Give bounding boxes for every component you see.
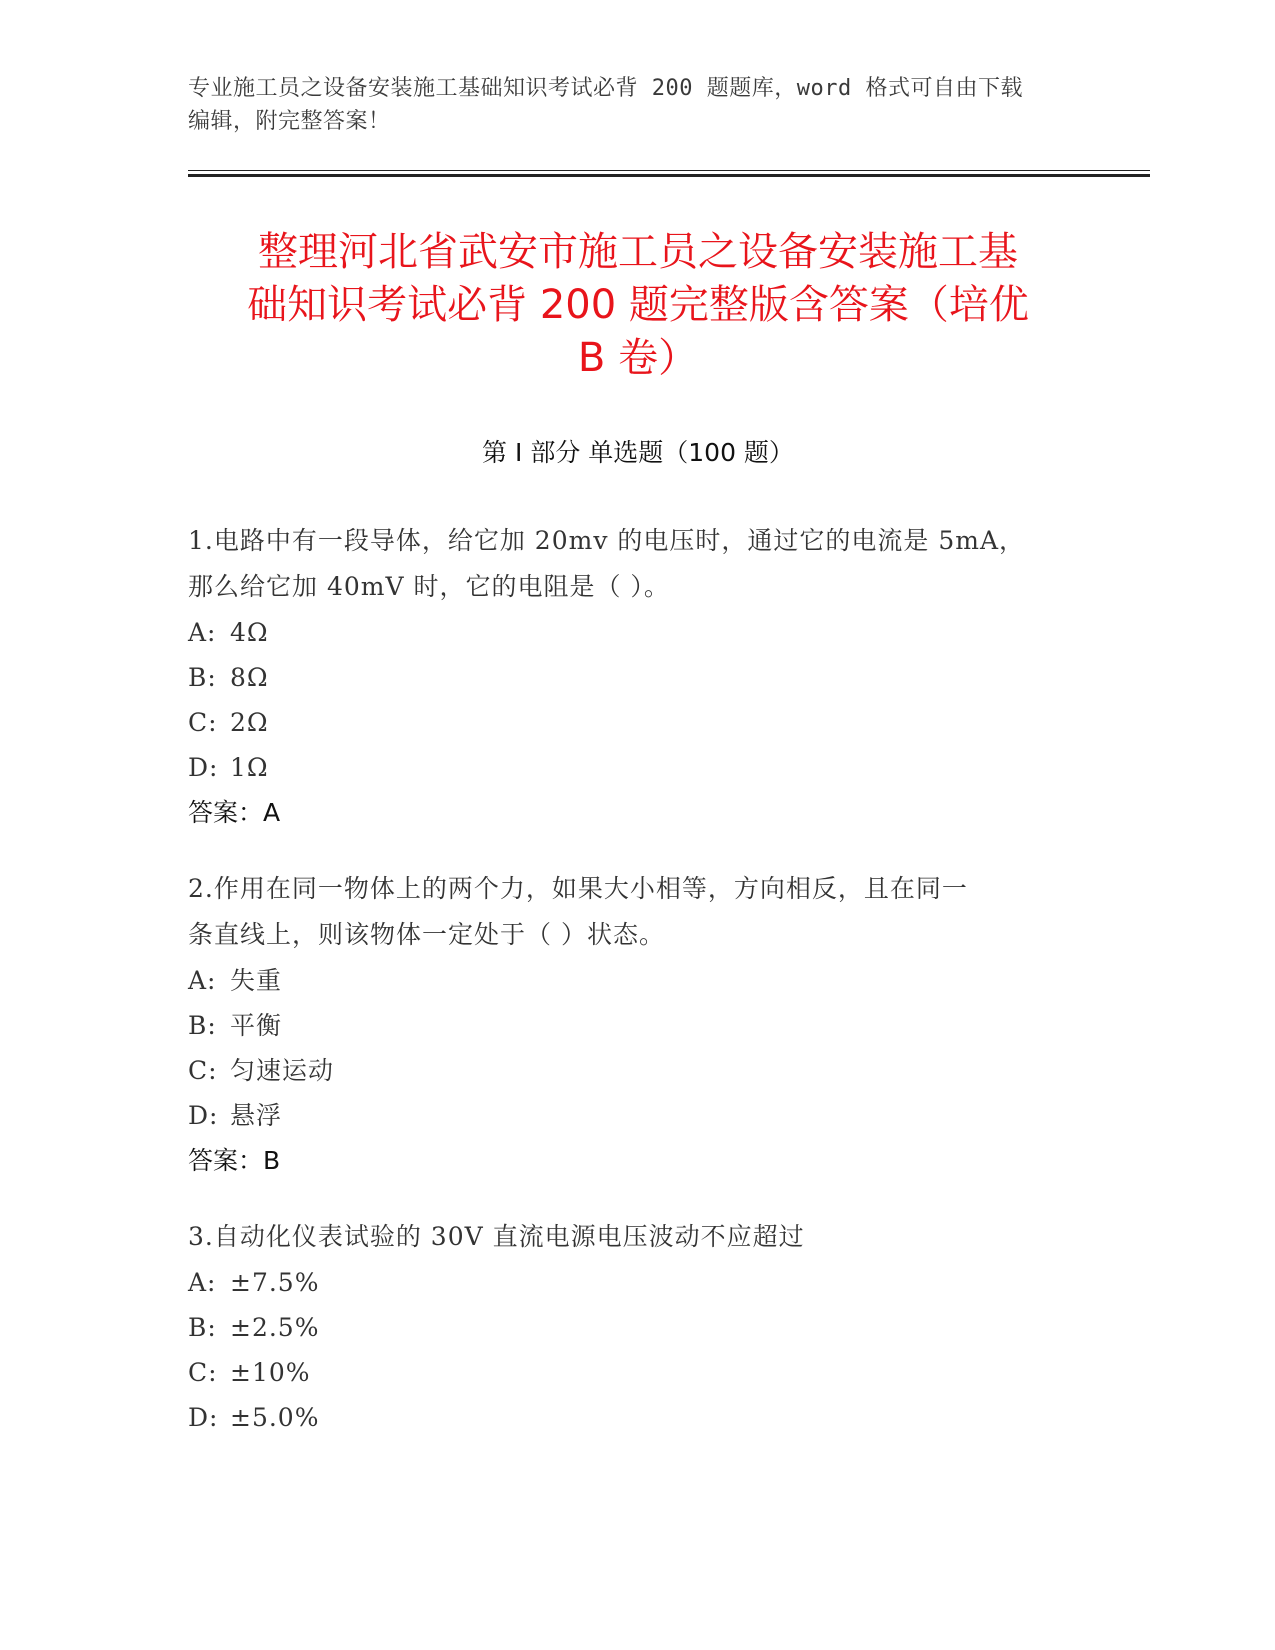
- option-text: ±5.0%: [230, 1403, 320, 1432]
- option-text: ±7.5%: [230, 1268, 320, 1297]
- question-stem-line: 条直线上，则该物体一定处于（ ）状态。: [188, 920, 665, 949]
- question-stem: [188, 518, 1088, 610]
- question-2: [188, 866, 1088, 1183]
- option-b: [188, 655, 1088, 700]
- question-1: [188, 518, 1088, 835]
- document-title: [188, 226, 1088, 385]
- question-stem-line: 那么给它加 40mV 时，它的电阻是（ ）。: [188, 572, 670, 601]
- question-stem: [188, 1214, 1088, 1260]
- option-letter: C:: [188, 708, 218, 737]
- question-3: [188, 1214, 1088, 1440]
- option-text: 失重: [230, 966, 283, 995]
- option-letter: D:: [188, 753, 219, 782]
- option-text: 4Ω: [230, 618, 269, 647]
- header-note-line: 专业施工员之设备安装施工基础知识考试必背 200 题题库，word 格式可自由下载: [188, 76, 1023, 101]
- title-line: 础知识考试必背 200 题完整版含答案（培优: [247, 282, 1029, 328]
- question-stem-line: 1.电路中有一段导体，给它加 20mv 的电压时，通过它的电流是 5mA，: [188, 526, 1026, 555]
- option-d: [188, 1395, 1088, 1440]
- header-note-line: 编辑，附完整答案！: [188, 109, 391, 134]
- header-divider-thin: [188, 170, 1150, 171]
- answer-line: 答案：B: [188, 1146, 281, 1175]
- question-stem-line: 3.自动化仪表试验的 30V 直流电源电压波动不应超过: [188, 1222, 805, 1251]
- option-letter: B:: [188, 663, 217, 692]
- option-b: [188, 1003, 1088, 1048]
- option-c: [188, 1048, 1088, 1093]
- option-letter: C:: [188, 1358, 218, 1387]
- option-d: [188, 745, 1088, 790]
- header-divider-thick: [188, 174, 1150, 177]
- option-b: [188, 1305, 1088, 1350]
- option-a: [188, 610, 1088, 655]
- header-note: [188, 72, 1088, 138]
- option-text: ±10%: [230, 1358, 311, 1387]
- option-letter: A:: [188, 966, 217, 995]
- option-text: 平衡: [230, 1011, 283, 1040]
- option-text: 1Ω: [230, 753, 269, 782]
- option-letter: B:: [188, 1313, 217, 1342]
- option-letter: A:: [188, 1268, 217, 1297]
- section-title: 第 I 部分 单选题（100 题）: [482, 438, 794, 467]
- option-letter: D:: [188, 1403, 219, 1432]
- option-c: [188, 1350, 1088, 1395]
- option-a: [188, 1260, 1088, 1305]
- option-letter: B:: [188, 1011, 217, 1040]
- answer-line: 答案：A: [188, 798, 281, 827]
- option-text: 8Ω: [230, 663, 269, 692]
- option-text: ±2.5%: [230, 1313, 320, 1342]
- option-text: 匀速运动: [230, 1056, 335, 1085]
- option-letter: C:: [188, 1056, 218, 1085]
- title-line: 整理河北省武安市施工员之设备安装施工基: [258, 229, 1018, 275]
- option-a: [188, 958, 1088, 1003]
- question-stem: [188, 866, 1088, 958]
- option-text: 悬浮: [230, 1101, 283, 1130]
- option-letter: D:: [188, 1101, 219, 1130]
- option-c: [188, 700, 1088, 745]
- option-letter: A:: [188, 618, 217, 647]
- option-text: 2Ω: [230, 708, 269, 737]
- question-stem-line: 2.作用在同一物体上的两个力，如果大小相等，方向相反，且在同一: [188, 874, 968, 903]
- title-line: B 卷）: [577, 335, 699, 381]
- option-d: [188, 1093, 1088, 1138]
